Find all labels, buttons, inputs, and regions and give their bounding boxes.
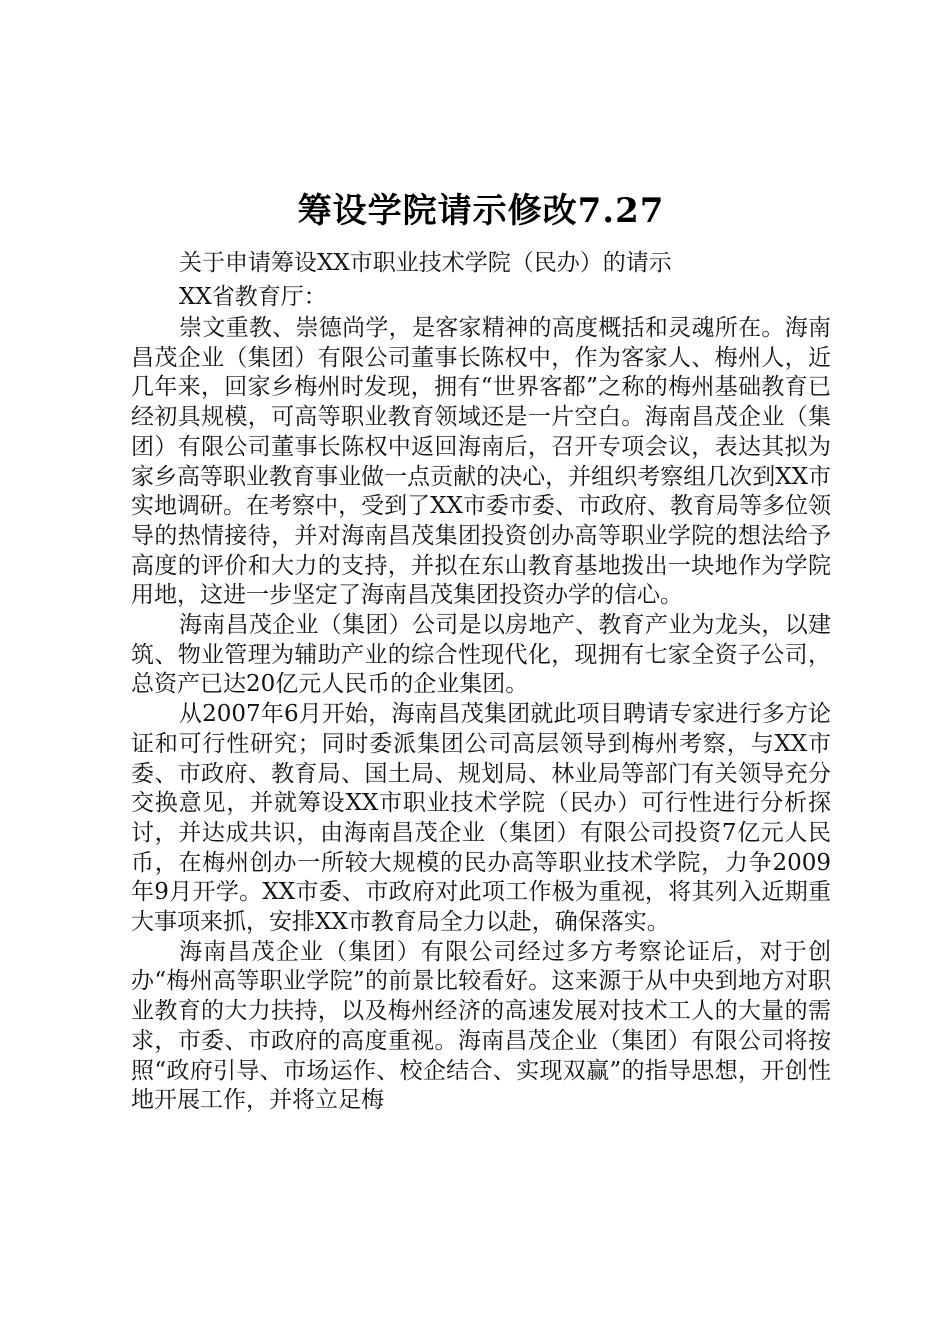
document-title: 筹设学院请示修改7.27	[297, 191, 665, 231]
body-paragraph: 海南昌茂企业（集团）公司是以房地产、教育产业为龙头，以建筑、物业管理为辅助产业的综合性现代化，现拥有七家全资子公司，总资产已达20亿元人民币的企业集团。	[131, 612, 831, 698]
body-paragraph: 海南昌茂企业（集团）有限公司经过多方考察论证后，对于创办“梅州高等职业学院”的前景比较看好。这来源于从中央到地方对职业教育的大力扶持，以及梅州经济的高速发展对技术工人的大量的需求，市委、市政府的高度重视。海南昌茂企业（集团）有限公司将按照“政府引导、市场运作、校企结合、实现双赢”的指导思想，开创性地开展工作，并将立足梅	[131, 938, 831, 1114]
document-page	[131, 180, 831, 1116]
document-subject: 关于申请筹设XX市职业技术学院（民办）的请示	[179, 250, 672, 276]
body-paragraph: 从2007年6月开始，海南昌茂集团就此项目聘请专家进行多方论证和可行性研究；同时委派集团公司高层领导到梅州考察，与XX市委、市政府、教育局、国土局、规划局、林业局等部门有关领导充分交换意见，并就筹设XX市职业技术学院（民办）可行性进行分析探讨，并达成共识，由海南昌茂企业（集团）有限公司投资7亿元人民币，在梅州创办一所较大规模的民办高等职业技术学院，力争2009年9月开学。XX市委、市政府对此项工作极为重视，将其列入近期重大事项来抓，安排XX市教育局全力以赴，确保落实。	[131, 701, 831, 936]
body-paragraph: 崇文重教、崇德尚学，是客家精神的高度概括和灵魂所在。海南昌茂企业（集团）有限公司董事长陈权中，作为客家人、梅州人，近几年来，回家乡梅州时发现，拥有“世界客都”之称的梅州基础教育已经初具规模，可高等职业教育领域还是一片空白。海南昌茂企业（集团）有限公司董事长陈权中返回海南后，召开专项会议，表达其拟为家乡高等职业教育事业做一点贡献的决心，并组织考察组几次到XX市实地调研。在考察中，受到了XX市委市委、市政府、教育局等多位领导的热情接待，并对海南昌茂集团投资创办高等职业学院的想法给予高度的评价和大力的支持，并拟在东山教育基地拨出一块地作为学院用地，这进一步坚定了海南昌茂集团投资办学的信心。	[131, 315, 831, 609]
document-addressee: XX省教育厅：	[179, 284, 327, 310]
